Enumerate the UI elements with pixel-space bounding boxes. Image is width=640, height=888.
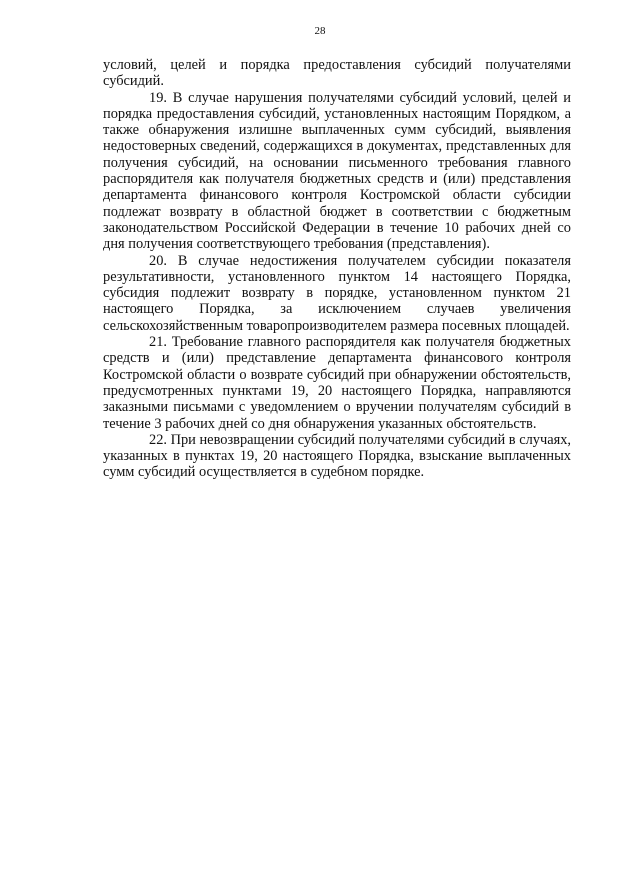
- paragraph-19: 19. В случае нарушения получателями субсидий условий, целей и порядка предоставления субсидий, установленных настоящим Порядком, а также обнаружения излишне выплаченных сумм субсидий, выявления недостоверных сведений, содержащихся в документах, представленных для получения субсидий, на основании письменного требования главного распорядителя как получателя бюджетных средств и (или) представления департамента финансового контроля Костромской области субсидии подлежат возврату в областной бюджет в соответствии с бюджетным законодательством Российской Федерации в течение 10 рабочих дней со дня получения соответствующего требования (представления).: [103, 89, 571, 253]
- document-body: [103, 57, 571, 481]
- paragraph-21: 21. Требование главного распорядителя как получателя бюджетных средств и (или) представление департамента финансового контроля Костромской области о возврате субсидий при обнаружении обстоятельств, предусмотренных пунктами 19, 20 настоящего Порядка, направляются заказными письмами с уведомлением о вручении получателям субсидий в течение 3 рабочих дней со дня обнаружения указанных обстоятельств.: [103, 334, 571, 432]
- paragraph-20: 20. В случае недостижения получателем субсидии показателя результативности, установленного пунктом 14 настоящего Порядка, субсидия подлежит возврату в порядке, установленном пунктом 21 настоящего Порядка, за исключением случаев увеличения сельскохозяйственным товаропроизводителем размера посевных площадей.: [103, 252, 571, 334]
- paragraph-22: 22. При невозвращении субсидий получателями субсидий в случаях, указанных в пунктах 19, 20 настоящего Порядка, взыскание выплаченных сумм субсидий осуществляется в судебном порядке.: [103, 431, 571, 481]
- paragraph-continuation: условий, целей и порядка предоставления субсидий получателями субсидий.: [103, 57, 571, 90]
- page-number: 28: [314, 25, 326, 37]
